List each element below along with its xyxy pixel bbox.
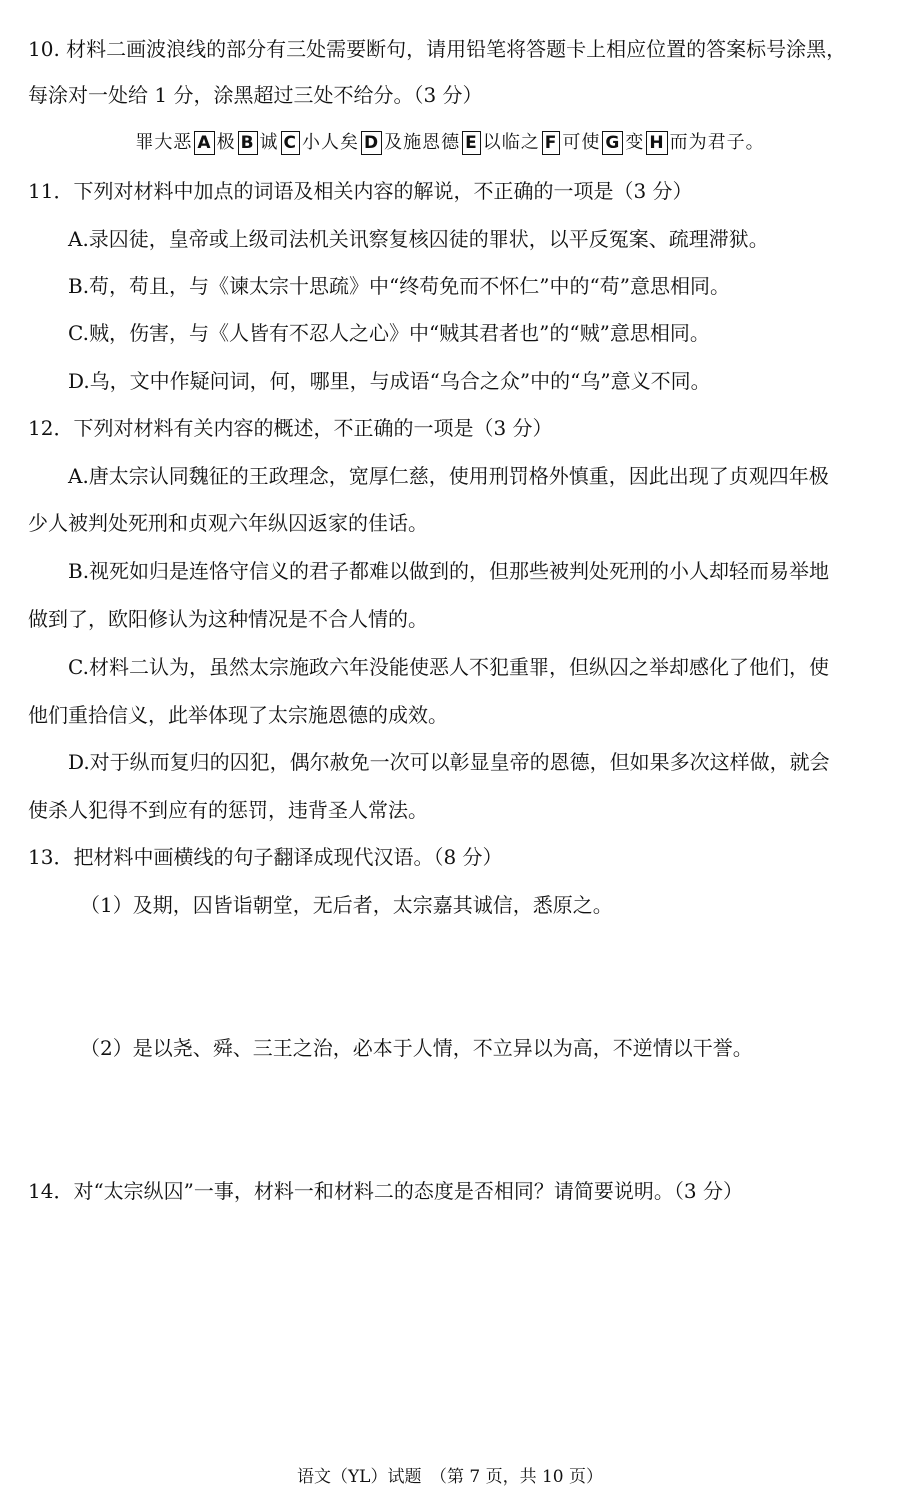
q14-stem: 14．对“太宗纵囚”一事，材料一和材料二的态度是否相同？请简要说明。（3 分）: [28, 1179, 743, 1203]
answer-box-d: D: [361, 131, 382, 155]
q12-option-a-line2: 少人被判处死刑和贞观六年纵囚返家的佳话。: [28, 511, 428, 535]
answer-box-h: H: [646, 131, 667, 155]
q12-option-d-line1: D.对于纵而复归的囚犯，偶尔赦免一次可以彰显皇帝的恩德，但如果多次这样做，就会: [68, 750, 830, 774]
q11-option-d: D.乌，文中作疑问词，何，哪里，与成语“乌合之众”中的“乌”意义不同。: [68, 369, 711, 393]
q12-option-b-line2: 做到了，欧阳修认为这种情况是不合人情的。: [28, 607, 428, 631]
passage-segment: 变: [625, 132, 645, 153]
answer-box-c: C: [281, 131, 300, 155]
page-footer: 语文（YL）试题 （第 7 页，共 10 页）: [296, 1467, 604, 1487]
answer-box-g: G: [602, 131, 623, 155]
passage-segment: 罪大恶: [135, 132, 193, 153]
q11-option-c: C.贼，伤害，与《人皆有不忍人之心》中“贼其君者也”的“贼”意思相同。: [68, 321, 710, 345]
q10-stem-line2: 每涂对一处给 1 分，涂黑超过三处不给分。（3 分）: [28, 83, 483, 107]
q12-option-a-line1: A.唐太宗认同魏征的王政理念，宽厚仁慈，使用刑罚格外慎重，因此出现了贞观四年极: [68, 464, 829, 488]
q12-stem: 12．下列对材料有关内容的概述，不正确的一项是（3 分）: [28, 416, 553, 440]
passage-segment: 极: [216, 132, 236, 153]
q10-stem-line1: 10. 材料二画波浪线的部分有三处需要断句，请用铅笔将答题卡上相应位置的答案标号涂黑，: [28, 37, 847, 61]
q13-sentence-2: （2）是以尧、舜、三王之治，必本于人情，不立异以为高，不逆情以干誉。: [80, 1036, 753, 1060]
passage-segment: 以临之: [482, 132, 540, 153]
answer-box-e: E: [462, 131, 481, 155]
passage-segment: 可使: [562, 132, 601, 153]
answer-box-f: F: [542, 131, 561, 155]
answer-box-b: B: [238, 131, 258, 155]
q11-option-b: B.苟，苟且，与《谏太宗十思疏》中“终苟免而不怀仁”中的“苟”意思相同。: [68, 274, 730, 298]
answer-box-a: A: [194, 131, 214, 155]
q11-stem: 11．下列对材料中加点的词语及相关内容的解说，不正确的一项是（3 分）: [28, 179, 693, 203]
passage-segment: 及施恩德: [384, 132, 461, 153]
passage-segment: 小人矣: [302, 132, 360, 153]
q13-sentence-1: （1）及期，囚皆诣朝堂，无后者，太宗嘉其诚信，悉原之。: [80, 893, 613, 917]
q12-option-c-line2: 他们重拾信义，此举体现了太宗施恩德的成效。: [28, 703, 448, 727]
q12-option-b-line1: B.视死如归是连恪守信义的君子都难以做到的，但那些被判处死刑的小人却轻而易举地: [68, 559, 830, 583]
q13-stem: 13．把材料中画横线的句子翻译成现代汉语。（8 分）: [28, 845, 503, 869]
q12-option-c-line1: C.材料二认为，虽然太宗施政六年没能使恶人不犯重罪，但纵囚之举却感化了他们，使: [68, 655, 829, 679]
q12-option-d-line2: 使杀人犯得不到应有的惩罚，违背圣人常法。: [28, 798, 428, 822]
passage-segment: 诚: [259, 132, 279, 153]
passage-segment: 而为君子。: [669, 132, 765, 153]
q10-passage: [0, 128, 900, 158]
q11-option-a: A.录囚徒，皇帝或上级司法机关讯察复核囚徒的罪状，以平反冤案、疏理滞狱。: [68, 227, 769, 251]
